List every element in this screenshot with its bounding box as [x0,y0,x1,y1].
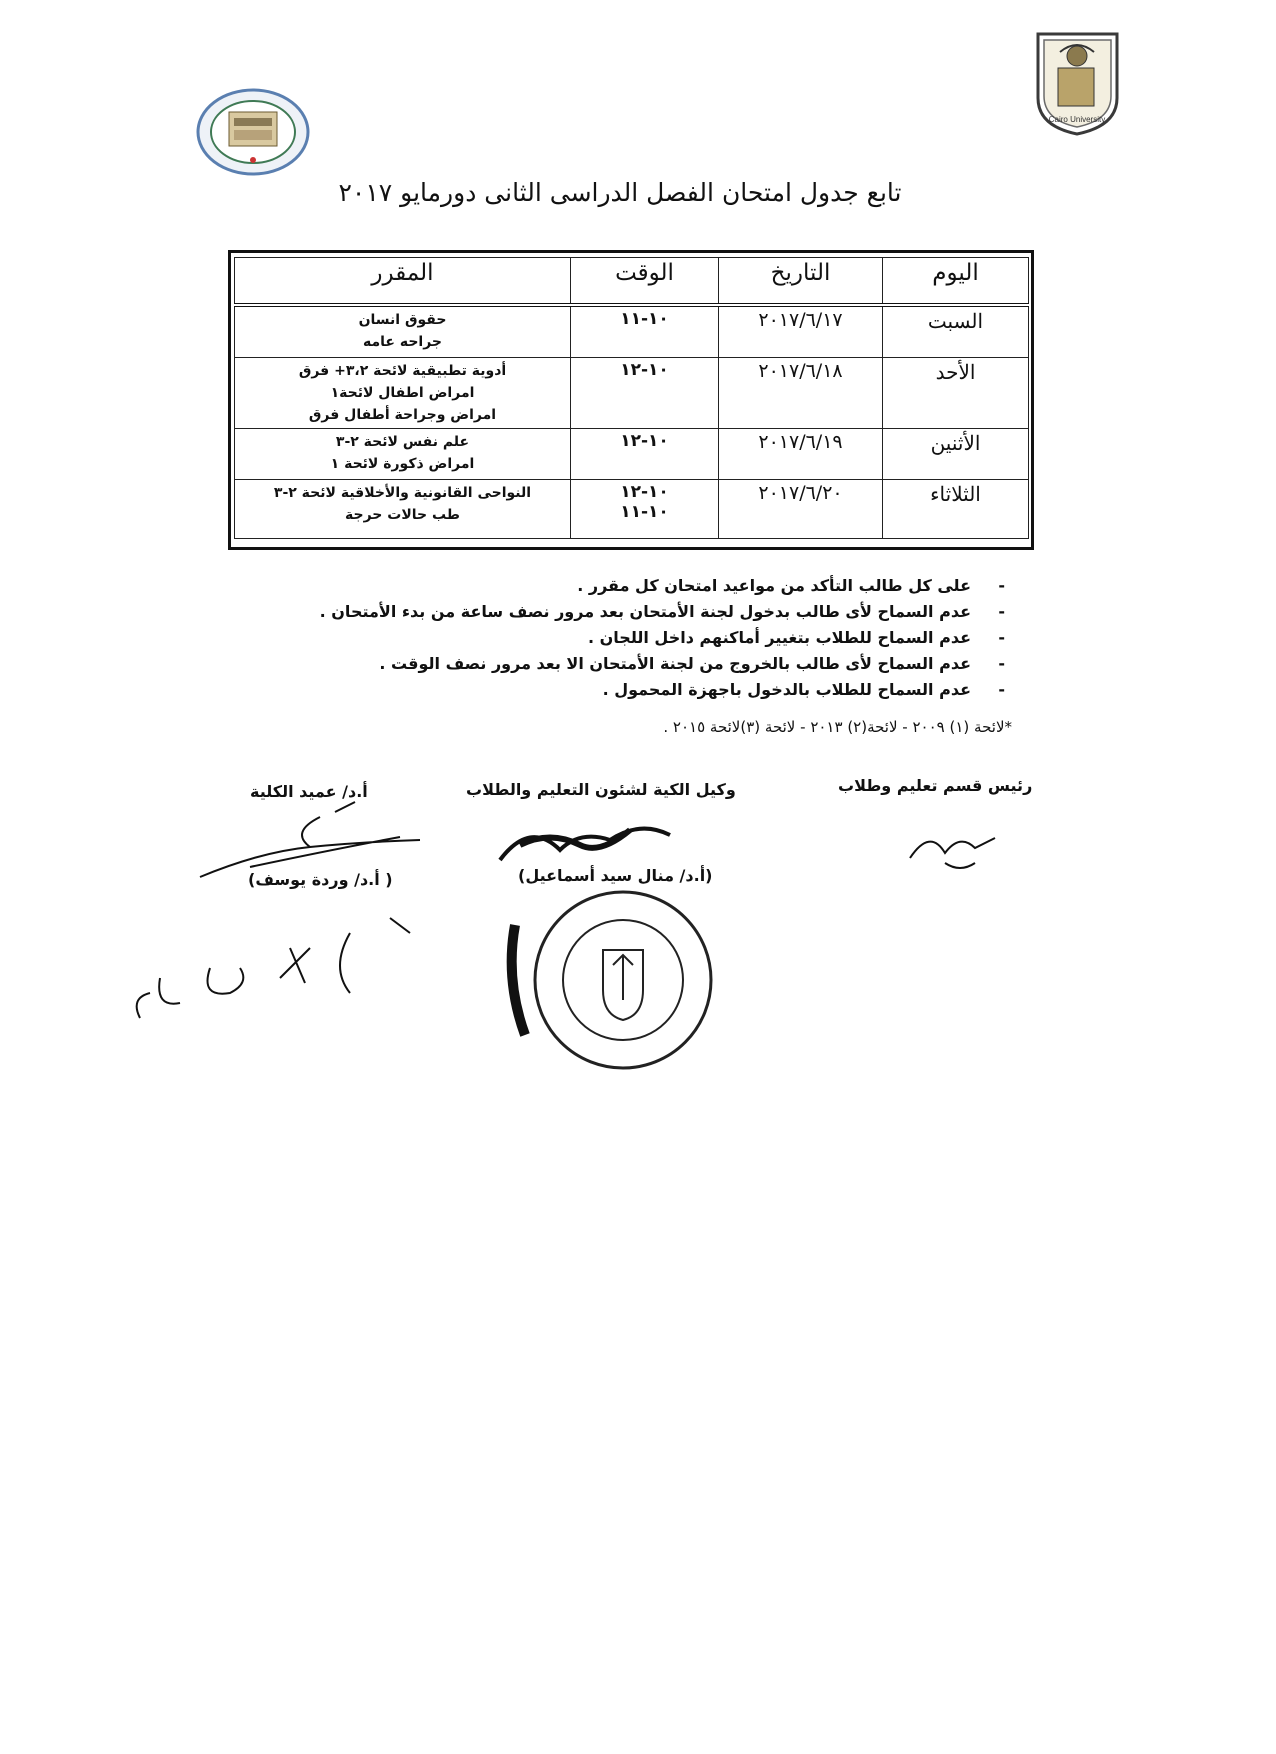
list-item: -عدم السماح للطلاب بتغيير أماكنهم داخل اللجان . [300,625,1005,651]
cell-course [235,480,571,539]
header-time: الوقت [571,258,719,306]
cell-date: ٢٠١٧/٦/١٧ [719,305,883,358]
course-name: أدوية تطبيقية لائحة ٣،٢+ فرق [298,363,507,379]
institute-seal-logo [196,88,311,176]
cell-course [235,305,571,358]
dean-signature-scribble [170,792,430,892]
department-head-signature-scribble [905,818,1000,878]
header-course: المقرر [235,258,571,306]
course-name: علم نفس لائحة ٢-٣ [335,434,470,450]
signature-title-department-head: رئيس قسم تعليم وطلاب [838,776,1033,795]
page-title: تابع جدول امتحان الفصل الدراسى الثانى دورمايو ٢٠١٧ [338,178,902,207]
list-item: -عدم السماح لأى طالب بدخول لجنة الأمتحان بعد مرور نصف ساعة من بدء الأمتحان . [300,599,1005,625]
cell-time [571,305,719,358]
svg-text:Cairo University: Cairo University [1048,115,1106,124]
cell-time [571,429,719,480]
exam-rules-list [300,573,1005,703]
vice-dean-signature-scribble [460,800,710,880]
table-row [235,305,1029,358]
cairo-university-logo [1030,28,1125,138]
table-row [235,429,1029,480]
cell-course [235,358,571,429]
exam-schedule-table [234,257,1029,539]
cell-day: الثلاثاء [883,480,1029,539]
cell-date: ٢٠١٧/٦/١٨ [719,358,883,429]
cell-date: ٢٠١٧/٦/١٩ [719,429,883,480]
time-slot: ١٠-١٢ [620,482,669,502]
bullet-dash: - [998,654,1005,673]
cell-time [571,480,719,539]
signature-title-vice-dean: وكيل الكية لشئون التعليم والطلاب [466,780,736,799]
course-name: امراض وجراحة أطفال فرق [308,407,497,423]
list-item: -على كل طالب التأكد من مواعيد امتحان كل مقرر . [300,573,1005,599]
time-slot: ١٠-١١ [620,309,669,329]
table-row [235,358,1029,429]
course-name: امراض ذكورة لائحة ١ [330,456,475,472]
list-item: -عدم السماح لأى طالب بالخروج من لجنة الأمتحان الا بعد مرور نصف الوقت . [300,651,1005,677]
signature-name-vice-dean: (أ.د/ منال سيد أسماعيل) [518,866,713,885]
cell-day: الأثنين [883,429,1029,480]
course-name: حقوق انسان [358,312,447,328]
course-name: النواحى القانونية والأخلاقية لائحة ٢-٣ [273,485,532,501]
header-date: التاريخ [719,258,883,306]
course-name: طب حالات حرجة [345,507,460,523]
time-slot: ١٠-١٢ [620,431,669,451]
cell-course [235,429,571,480]
regulations-note: *لائحة (١) ٢٠٠٩ - لائحة(٢) ٢٠١٣ - لائحة (٣)لائحة ٢٠١٥ . [663,718,1012,736]
handwritten-date-note [120,908,430,1048]
table-header-row [235,258,1029,306]
bullet-dash: - [998,576,1005,595]
table-row [235,480,1029,539]
signature-name-dean: ( أ.د/ وردة يوسف) [248,870,393,889]
official-round-stamp [505,885,720,1075]
course-name: امراض اطفال لائحة١ [330,385,475,401]
bullet-dash: - [998,602,1005,621]
time-slot: ١٠-١٢ [620,360,669,380]
cell-day: الأحد [883,358,1029,429]
time-slot: ١٠-١١ [620,502,669,522]
signature-title-dean: أ.د/ عميد الكلية [250,782,368,801]
cell-day: السبت [883,305,1029,358]
course-name: جراحه عامه [362,334,443,350]
bullet-dash: - [998,680,1005,699]
cell-time [571,358,719,429]
header-day: اليوم [883,258,1029,306]
list-item: -عدم السماح للطلاب بالدخول باجهزة المحمول . [300,677,1005,703]
bullet-dash: - [998,628,1005,647]
cell-date: ٢٠١٧/٦/٢٠ [719,480,883,539]
